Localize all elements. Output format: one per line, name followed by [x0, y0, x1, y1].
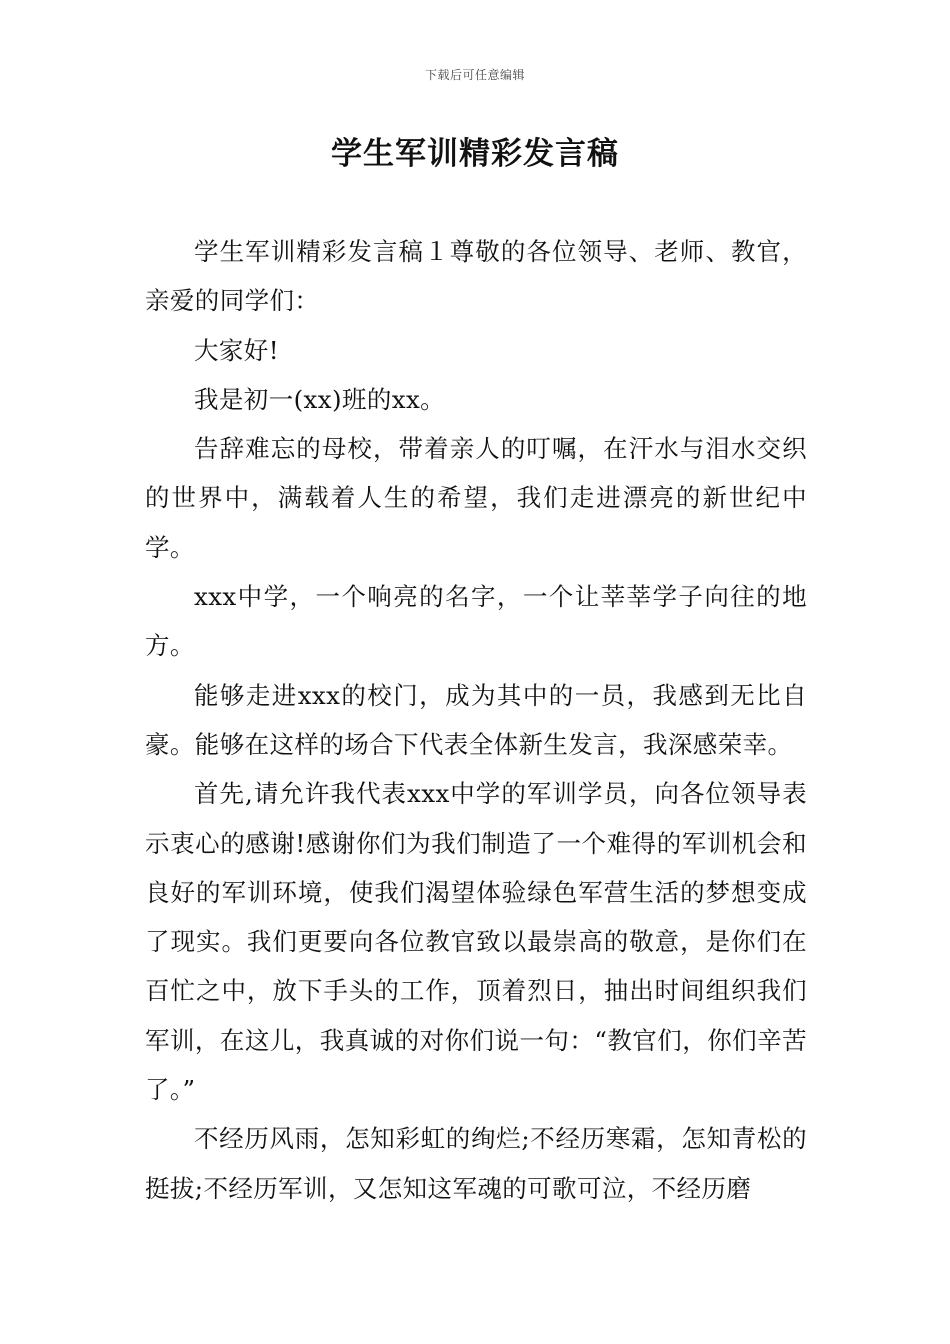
header-note: 下载后可任意编辑	[424, 68, 525, 82]
paragraph-pride: 能够走进xxx的校门，成为其中的一员，我感到无比自豪。能够在这样的场合下代表全体新生发言，我深感荣幸。	[145, 680, 807, 759]
paragraph-hello: 大家好!	[194, 335, 279, 365]
paragraph-greeting: 学生军训精彩发言稿１尊敬的各位领导、老师、教官，亲爱的同学们：	[145, 237, 807, 316]
paragraph-intro: 我是初一(xx)班的xx。	[194, 384, 446, 414]
paragraph-farewell: 告辞难忘的母校，带着亲人的叮嘱，在汗水与泪水交织的世界中，满载着人生的希望，我们走进漂亮的新世纪中学。	[145, 434, 807, 562]
paragraph-school: xxx中学，一个响亮的名字，一个让莘莘学子向往的地方。	[145, 582, 807, 661]
document-body	[145, 227, 807, 1213]
document-title: 学生军训精彩发言稿	[331, 136, 619, 172]
paragraph-thanks: 首先,请允许我代表xxx中学的军训学员，向各位领导表示衷心的感谢!感谢你们为我们制造了一个难得的军训机会和良好的军训环境，使我们渴望体验绿色军营生活的梦想变成了现实。我们更要向各位教官致以最崇高的敬意，是你们在百忙之中，放下手头的工作，顶着烈日，抽出时间组织我们军训，在这儿，我真诚的对你们说一句：“教官们，你们辛苦了。”	[145, 779, 807, 1105]
paragraph-experience: 不经历风雨，怎知彩虹的绚烂;不经历寒霜，怎知青松的挺拔;不经历军训，又怎知这军魂的可歌可泣，不经历磨	[145, 1124, 807, 1203]
